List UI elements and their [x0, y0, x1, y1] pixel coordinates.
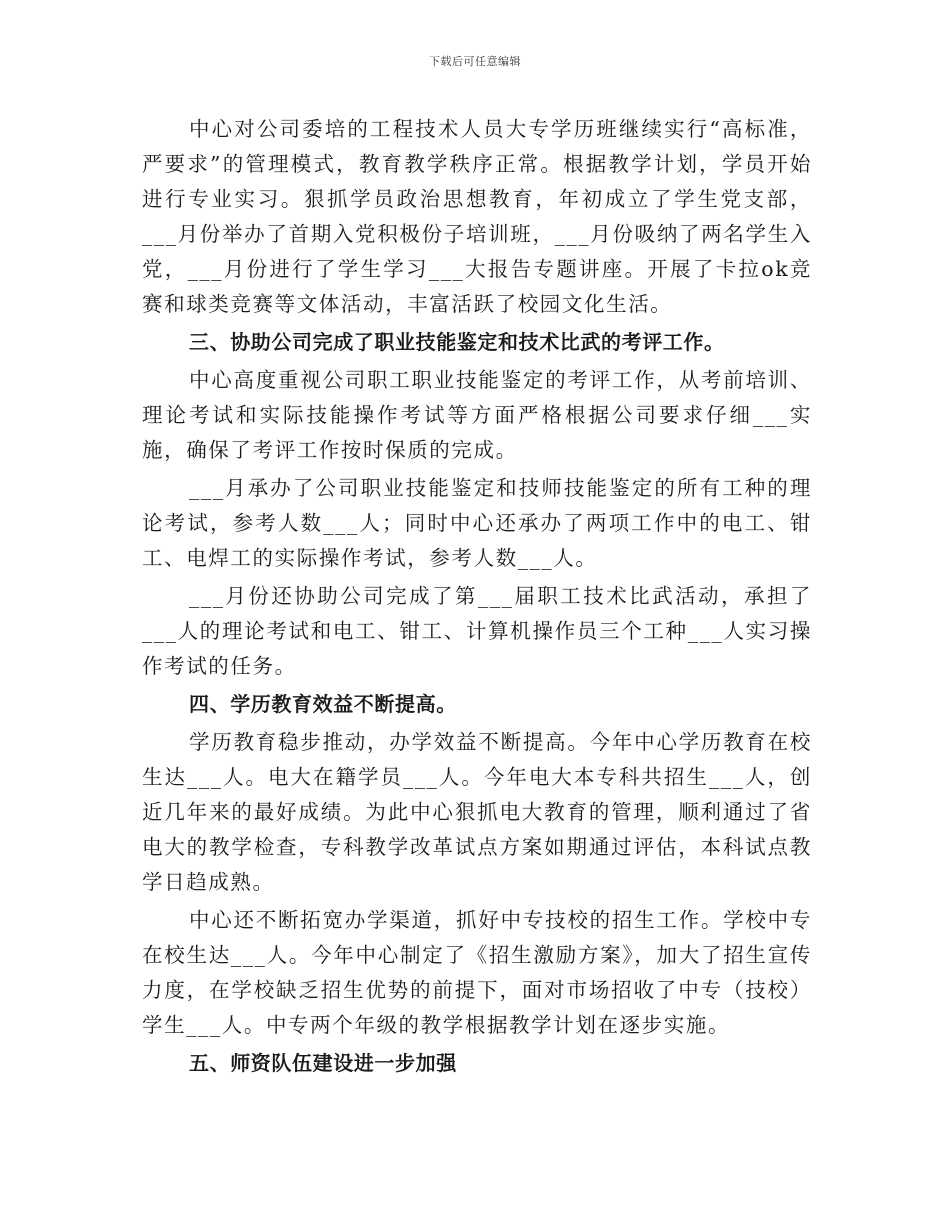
paragraph-enrollment: 中心还不断拓宽办学渠道，抓好中专技校的招生工作。学校中专在校生达___人。今年中心制定了《招生激励方案》，加大了招生宣传力度，在学校缺乏招生优势的前提下，面对市场招收了中专（技校）学生___人。中专两个年级的教学根据教学计划在逐步实施。 [142, 908, 812, 1037]
section-heading-4: 四、学历教育效益不断提高。 [189, 692, 457, 716]
paragraph-skill-appraisal: 中心高度重视公司职工职业技能鉴定的考评工作，从考前培训、理论考试和实际技能操作考试等方面严格根据公司要求仔细___实施，确保了考评工作按时保质的完成。 [142, 368, 812, 462]
section-heading-5: 五、师资队伍建设进一步加强 [189, 1051, 457, 1075]
page-header: 下载后可任意编辑 [429, 55, 521, 68]
section-heading-3: 三、协助公司完成了职业技能鉴定和技术比武的考评工作。 [189, 330, 725, 354]
paragraph-academic-education: 学历教育稳步推动，办学效益不断提高。今年中心学历教育在校生达___人。电大在籍学员___人。今年电大本专科共招生___人，创近几年来的最好成绩。为此中心狠抓电大教育的管理，顺利通过了省电大的教学检查，专科教学改革试点方案如期通过评估，本科试点教学日趋成熟。 [142, 730, 812, 894]
paragraph-theory-exam: ___月承办了公司职业技能鉴定和技师技能鉴定的所有工种的理论考试，参考人数___人；同时中心还承办了两项工作中的电工、钳工、电焊工的实际操作考试，参考人数___人。 [142, 476, 812, 570]
paragraph-skill-competition: ___月份还协助公司完成了第___届职工技术比武活动，承担了___人的理论考试和电工、钳工、计算机操作员三个工种___人实习操作考试的任务。 [142, 584, 812, 678]
paragraph-training-class: 中心对公司委培的工程技术人员大专学历班继续实行“高标准，严要求”的管理模式，教育教学秩序正常。根据教学计划，学员开始进行专业实习。狠抓学员政治思想教育，年初成立了学生党支部，___月份举办了首期入党积极份子培训班，___月份吸纳了两名学生入党，___月份进行了学生学习___大报告专题讲座。开展了卡拉ok竞赛和球类竞赛等文体活动，丰富活跃了校园文化生活。 [142, 117, 812, 316]
document-body [142, 112, 812, 1081]
